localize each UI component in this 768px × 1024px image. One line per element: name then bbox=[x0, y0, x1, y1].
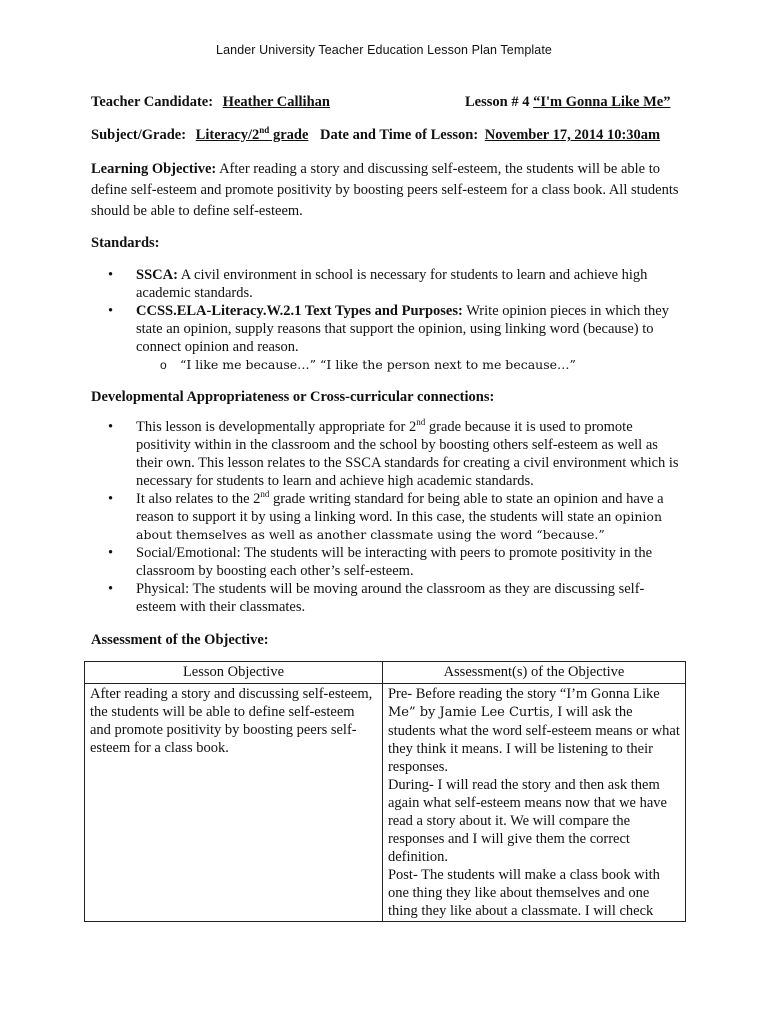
assessment-table bbox=[84, 661, 686, 922]
standards-heading: Standards: bbox=[91, 235, 160, 251]
objective-cell-text: After reading a story and discussing self-esteem, the students will be able to define self-esteem and promote positivity by boosting peers self-esteem for a class book. bbox=[90, 686, 373, 756]
standard-text: A civil environment in school is necessary for students to learn and achieve high academic standards. bbox=[136, 267, 648, 301]
bullet-icon: • bbox=[108, 419, 114, 435]
pre-assessment-part-a: Pre- Before reading the story “I’m Gonna Like bbox=[387, 686, 660, 702]
list-item bbox=[108, 544, 682, 580]
bullet-icon: • bbox=[108, 491, 114, 507]
bullet-icon: • bbox=[108, 303, 114, 319]
subject-grade-sup: nd bbox=[259, 125, 270, 136]
table-row bbox=[85, 684, 686, 922]
standard-text: Write opinion pieces in which they state an opinion, supply reasons that support the opinion, using linking word (because) to connect opinion and reason. bbox=[136, 303, 669, 355]
learning-objective-text: After reading a story and discussing self-esteem, the students will be able to define self-esteem and promote positivity by boosting peers self-esteem for a class book. All students should be able to define self-esteem. bbox=[91, 161, 679, 219]
dev-item-sup: nd bbox=[260, 489, 270, 500]
teacher-candidate-name: Heather Callihan bbox=[222, 94, 330, 110]
teacher-candidate-line bbox=[91, 93, 330, 111]
lesson-title: “I'm Gonna Like Me” bbox=[533, 94, 671, 110]
assessment-cell bbox=[382, 684, 685, 922]
learning-objective bbox=[91, 159, 681, 222]
assessment-heading: Assessment of the Objective: bbox=[91, 632, 269, 648]
teacher-candidate-label: Teacher Candidate: bbox=[91, 94, 214, 110]
bullet-icon: • bbox=[108, 545, 114, 561]
subject-grade-line bbox=[91, 126, 660, 144]
dev-item-text bbox=[136, 419, 679, 489]
subject-grade-label: Subject/Grade: bbox=[91, 127, 187, 143]
during-assessment-text: During- I will read the story and then ask them again what self-esteem means now that we have read a story about it. We will compare the responses and I will give them the correct definition. bbox=[387, 777, 667, 865]
list-item bbox=[108, 266, 682, 302]
developmental-list bbox=[108, 418, 682, 616]
list-item bbox=[108, 580, 682, 616]
table-header-row bbox=[85, 662, 686, 684]
bullet-icon: • bbox=[108, 581, 114, 597]
dev-item-post: grade because it is used to promote positivity within in the classroom and the school by boosting others self-esteem as well as their own. This lesson relates to the SSCA standards for creating a civil environment which is necessary for students to learn and achieve high academic standards. bbox=[136, 419, 679, 489]
standards-list bbox=[108, 266, 682, 374]
dev-item-text: Physical: The students will be moving around the classroom as they are discussing self-esteem with their classmates. bbox=[136, 581, 645, 615]
dev-item-post: grade writing standard for being able to state an opinion and have a reason to support it by using a linking word. In this case, the students will state an bbox=[136, 491, 664, 525]
list-item bbox=[108, 418, 682, 490]
dev-item-text bbox=[136, 491, 664, 543]
bullet-icon: • bbox=[108, 267, 114, 283]
standard-label: CCSS.ELA-Literacy.W.2.1 Text Types and Purposes: bbox=[136, 303, 463, 319]
date-time-value: November 17, 2014 10:30am bbox=[484, 127, 661, 143]
subject-grade-suffix: grade bbox=[269, 127, 309, 143]
list-item bbox=[108, 302, 682, 374]
document-header: Lander University Teacher Education Lesson Plan Template bbox=[216, 43, 552, 57]
learning-objective-label: Learning Objective: bbox=[91, 161, 217, 177]
sub-list-item bbox=[136, 356, 682, 374]
pre-assessment-part-c: I will ask the students what the word self-esteem means or what they think it means. I will be listening to their responses. bbox=[387, 704, 680, 775]
list-item bbox=[108, 490, 682, 544]
standard-label: SSCA: bbox=[136, 267, 178, 283]
dev-item-text: Social/Emotional: The students will be interacting with peers to promote positivity in the classroom by boosting each other’s self-esteem. bbox=[136, 545, 653, 579]
developmental-heading: Developmental Appropriateness or Cross-curricular connections: bbox=[91, 389, 495, 405]
pre-assessment-part-b: Me” by Jamie Lee Curtis, bbox=[387, 705, 554, 720]
circle-bullet-icon: o bbox=[160, 358, 167, 372]
objective-cell bbox=[85, 684, 383, 922]
post-assessment-text: Post- The students will make a class book with one thing they like about themselves and one thing they like about a classmate. I will check bbox=[387, 867, 660, 919]
column-header: Lesson Objective bbox=[85, 662, 383, 684]
pre-assessment-text bbox=[388, 685, 680, 776]
sub-item-text: “I like me because…” “I like the person next to me because…” bbox=[180, 357, 576, 372]
dev-item-pre: This lesson is developmentally appropriate for 2 bbox=[136, 419, 417, 435]
column-header: Assessment(s) of the Objective bbox=[382, 662, 685, 684]
lesson-line bbox=[465, 93, 670, 111]
lesson-number: Lesson # 4 bbox=[465, 94, 530, 110]
dev-item-alt: opinion about themselves as well as another classmate using the word “because.” bbox=[136, 509, 662, 542]
subject-grade-prefix: Literacy/2 bbox=[195, 127, 260, 143]
subject-grade-value bbox=[196, 127, 309, 143]
date-time-label: Date and Time of Lesson: bbox=[320, 127, 479, 143]
dev-item-sup: nd bbox=[416, 417, 426, 428]
dev-item-pre: It also relates to the 2 bbox=[136, 491, 261, 507]
